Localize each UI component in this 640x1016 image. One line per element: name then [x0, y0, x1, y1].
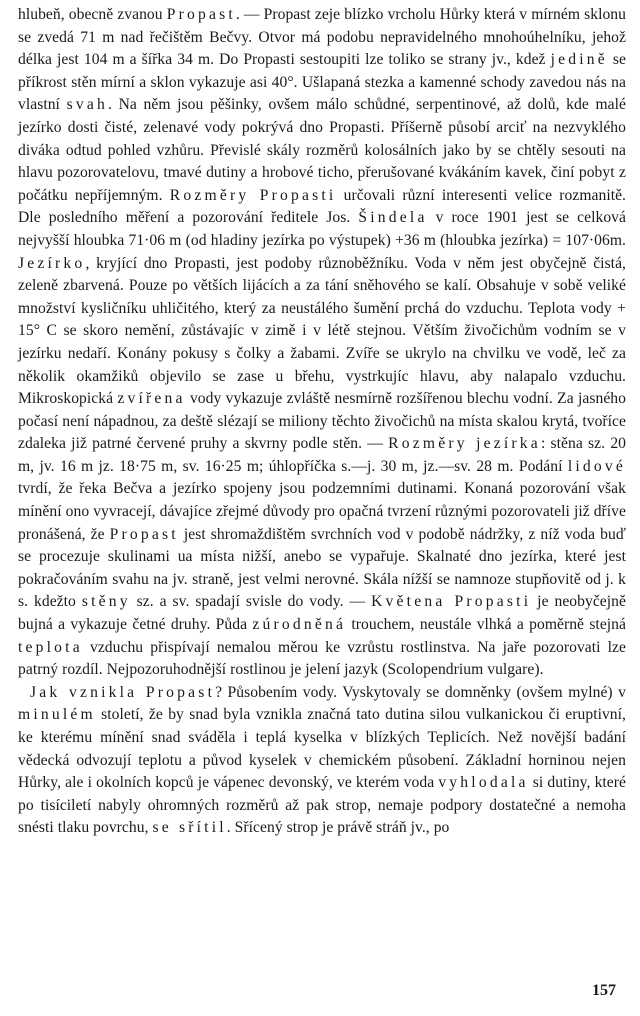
text-run: tvrdí, že řeka Bečva a jezírko spojeny jsou podzemními dutinami. Konaná pozorování však mínění ono vyvracejí, dávajíce zřejmé důvody pro opačná tvrzení různými pozorovateli již dříve pronášená, že [18, 480, 626, 543]
spaced-emphasis-text: zúrodněná [252, 616, 347, 634]
text-run: si dutiny, které po tisíciletí nabyly ohromných rozměrů až pak strop, nemaje podpory dostatečné a nemoha snésti tlaku povrchu, [18, 774, 626, 837]
text-run: : stěna sz. 20 m, jv. 16 m jz. 18·75 m, sv. 16·25 m; úhlopříčka s.—j. 30 m, jz.—sv. 28 m. Podání [18, 435, 627, 475]
spaced-emphasis-text: jedině [550, 51, 608, 69]
text-run: , kryjící dno Propasti, jest podoby různoběžníku. Voda v něm jest obyčejně čistá, zeleně zbarvená. Pouze po větších lijácích a za tání sněhového se kalí. Obsahuje v sobě veliké množství kysličníku uhličitého, který za neustálého šumění prchá do vzduchu. Teplota vody + 15° C se skoro nemění, zůstávajíc v zimě i v létě stejnou. Větším živočichům vodním se v jezírku nedaří. Konány pokusy s čolky a žabami. Zvíře se ukrylo na chvilku ve vodě, leč za několik okamžiků objevilo se zase u břehu, vystrkujíc hlavu, aby nalapalo vzduchu. Mikroskopická [18, 254, 626, 408]
text-run: určovali různí interesenti velice rozmanitě. Dle posledního měření a pozorování ředitele Jos. [18, 186, 627, 227]
paragraph [18, 4, 626, 682]
body-text [18, 4, 626, 840]
spaced-emphasis-text: Propast [109, 525, 179, 543]
spaced-emphasis-text: vyhlodala [438, 774, 529, 792]
spaced-emphasis-text: lidové [567, 457, 626, 475]
spaced-emphasis-text: minulém [18, 706, 96, 724]
spaced-emphasis-text: teplota [18, 638, 83, 656]
spaced-emphasis-text: Propast [166, 6, 236, 23]
text-run: vody vykazuje zvláště nesmírně rozšířenou blechu vodní. Za jasného počasí není nápadnou, za deště slézají se miliony těchto živočichů na místa skalou krytá, tvoříce zdaleka již patrné červené pruhy a skvrny podle stěn. — [18, 390, 626, 453]
spaced-emphasis-text: zvířena [117, 390, 186, 408]
spaced-emphasis-text: Rozměry Propasti [169, 186, 337, 204]
text-run: ? Působením vody. Vyskytovaly se domněnky (ovšem mylné) v [215, 683, 626, 701]
text-run: jest shromaždištěm svrchních vod v podobě nádržky, z níž voda buď se procezuje skulinami ua místa nižší, anebo se vypařuje. Skalnaté dno jezírka, které jest pokračováním svahu na jv. straně, jest velmi nerovné. Skála nížší se namnoze stupňovitě od j. k s. kdežto [18, 525, 626, 611]
text-run: trouchem, neustále vlhká a poměrně stejná [346, 616, 626, 634]
text-run: . — Propast zeje blízko vrcholu Hůrky která v mírném sklonu se zvedá 71 m nad řečištěm Bečvy. Otvor má podobu nepravidelného mnohoúhelníku, jehož délka jest 104 m a šířka 34 m. Do Propasti sestoupiti lze toliko se strany jv., kdež [18, 6, 627, 69]
text-run: v roce 1901 jest se celková nejvyšší hloubka 71·06 m (od hladiny jezírka po výstupek) +36 m (hloubka jezírka) = 107·06m. [18, 209, 626, 249]
text-run: je neobyčejně bujná a vykazuje četné druhy. Půda [18, 593, 626, 634]
text-run: století, že by snad byla vznikla značná tato dutina silou vulkanickou či eruptivní, ke kterému mínění snad sváděla i teplá kyselka v blízkých Teplicích. Než novější badání vědecká odvozují teplotu a původ kyselek v chemickém působení. Základní horninou nejen Hůrky, ale i okolních kopců je vápenec devonský, ve kterém voda [18, 706, 626, 792]
spaced-emphasis-text: Jezírko [18, 254, 86, 272]
text-run: se příkrost stěn mírní a sklon vykazuje asi 40°. Ušlapaná stezka a kamenné schody zavedou nás na vlastní [18, 51, 626, 114]
text-run: vzduchu přispívají nemalou měrou ke vzrůstu rostlinstva. Na jaře pozorovati lze patrný rozdíl. Nejpozoruhodnější rostlinou je jelení jazyk (Scolopendrium vulgare). [18, 638, 626, 679]
spaced-emphasis-text: svah [66, 96, 108, 114]
page-number: 157 [592, 982, 616, 999]
spaced-emphasis-text: Květena Propasti [371, 593, 532, 611]
spaced-emphasis-text: se sřítil [152, 819, 227, 837]
spaced-emphasis-text: Šindela [358, 209, 428, 227]
text-run: . Na něm jsou pěšinky, ovšem málo schůdné, serpentinové, až dolů, kde malé jezírko dosti čisté, zelenavé vody pokrývá dno Propasti. Příšerně působí arciť na nezvyklého diváka odtud pohled vzhůru. Převislé skály rozměrů kolosálních jako by se chtěly sesouti na hlavu pozorovatelovu, tmavé dutiny a hrobové ticho, přerušované kvákáním kavek, činí pobyt z počátku nepříjemným. [18, 96, 626, 204]
spaced-emphasis-text: stěny [81, 593, 131, 611]
text-run: sz. a sv. spadají svisle do vody. — [130, 593, 372, 611]
text-run: . Sřícený strop je právě stráň jv., po [226, 819, 450, 837]
paragraph [18, 682, 626, 840]
spaced-emphasis-text: Rozměry jezírka [388, 435, 541, 453]
spaced-emphasis-text: Jak vznikla Propast [30, 683, 216, 701]
text-run: hlubeň, obecně zvanou [18, 6, 167, 23]
